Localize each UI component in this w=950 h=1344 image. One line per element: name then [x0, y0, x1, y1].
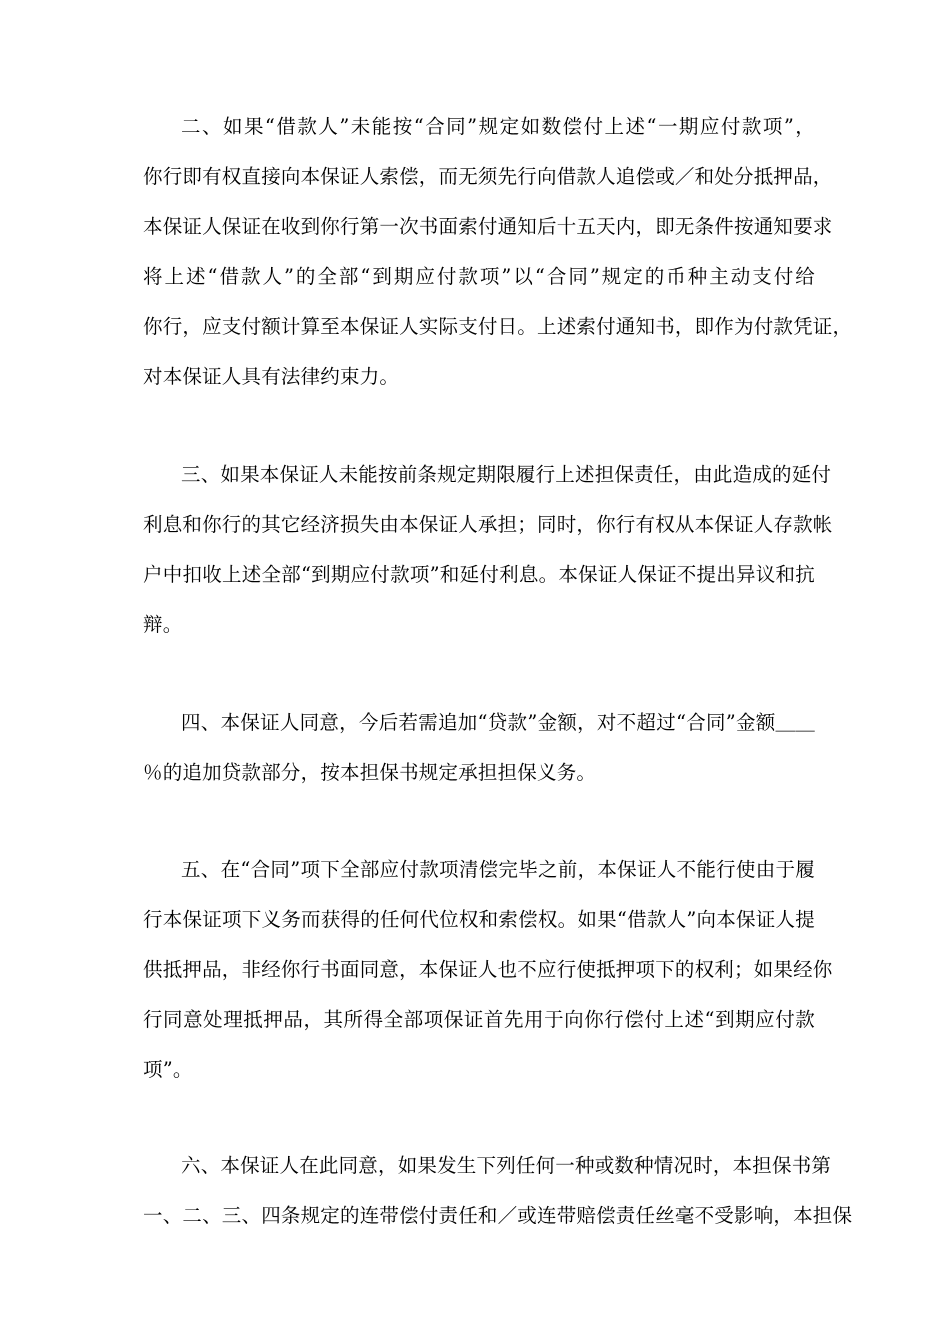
clause-5-line-4: 行同意处理抵押品，其所得全部项保证首先用于向你行偿付上述“到期应付款 [143, 1008, 815, 1031]
clause-2-line-3: 本保证人保证在收到你行第一次书面索付通知后十五天内，即无条件按通知要求 [143, 215, 833, 238]
clause-5-line-1: 五、在“合同”项下全部应付款项清偿完毕之前，本保证人不能行使由于履 [181, 858, 815, 881]
clause-2-line-6: 对本保证人具有法律约束力。 [143, 365, 400, 388]
clause-5-line-5: 项”。 [143, 1058, 193, 1081]
clause-6-line-1: 六、本保证人在此同意，如果发生下列任何一种或数种情况时，本担保书第 [181, 1154, 832, 1177]
clause-2-line-1: 二、如果“借款人”未能按“合同”规定如数偿付上述“一期应付款项”， [181, 115, 815, 138]
clause-5-line-3: 供抵押品，非经你行书面同意，本保证人也不应行使抵押项下的权利；如果经你 [143, 958, 833, 981]
clause-3-line-3: 户中扣收上述全部“到期应付款项”和延付利息。本保证人保证不提出异议和抗 [143, 563, 815, 586]
clause-3-line-2: 利息和你行的其它经济损失由本保证人承担；同时，你行有权从本保证人存款帐 [143, 513, 833, 536]
clause-2-line-5: 你行，应支付额计算至本保证人实际支付日。上述索付通知书，即作为付款凭证， [143, 315, 853, 338]
clause-3-line-1: 三、如果本保证人未能按前条规定期限履行上述担保责任，由此造成的延付 [181, 463, 832, 486]
clause-2-line-4: 将上述“借款人”的全部“到期应付款项”以“合同”规定的币种主动支付给 [143, 265, 815, 288]
clause-2-line-2: 你行即有权直接向本保证人索偿，而无须先行向借款人追偿或／和处分抵押品， [143, 165, 833, 188]
clause-4-line-2: ％的追加贷款部分，按本担保书规定承担担保义务。 [143, 761, 597, 784]
clause-3-line-4: 辩。 [143, 613, 183, 636]
clause-5-line-2: 行本保证项下义务而获得的任何代位权和索偿权。如果“借款人”向本保证人提 [143, 908, 815, 931]
clause-4-line-1: 四、本保证人同意，今后若需追加“贷款”金额，对不超过“合同”金额＿＿ [181, 711, 815, 734]
clause-6-line-2: 一、二、三、四条规定的连带偿付责任和／或连带赔偿责任丝毫不受影响，本担保 [143, 1204, 853, 1227]
